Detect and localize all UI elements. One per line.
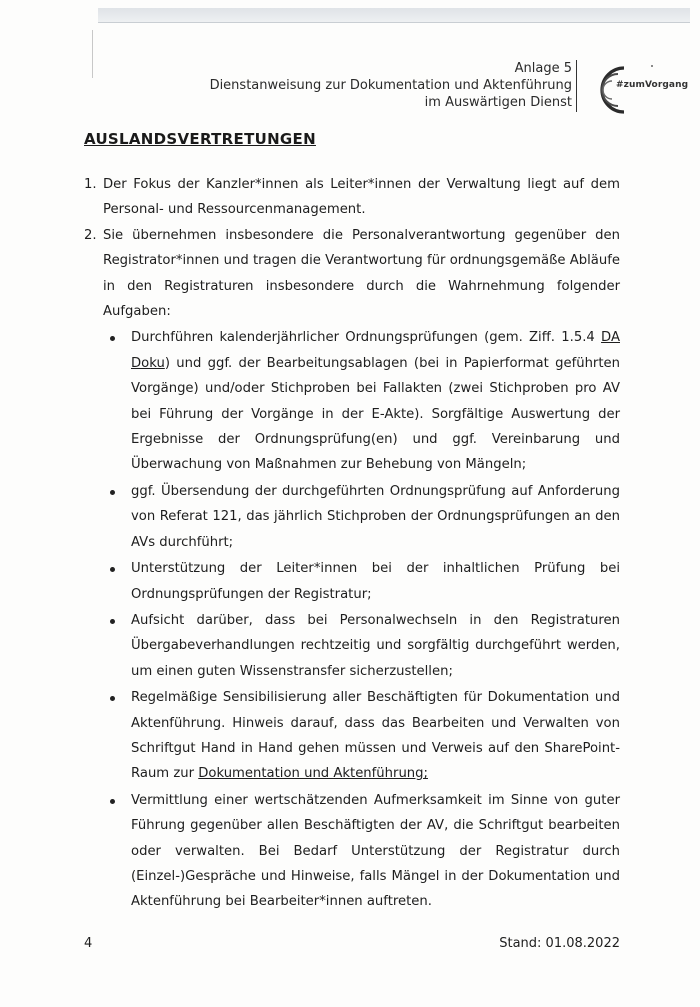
bullet-text: ) und ggf. der Bearbeitungsablagen (bei in Papierformat geführten Vorgänge) und/oder Stichproben bei Fallakten (zwei Stichproben pro AV bei Führung der Vorgänge in der E-Akte). Sorgfältige Auswertung der Ergebnisse der Ordnungsprüfung(en) und ggf. Vereinbarung und Überwachung von Maßnahmen zur Behebung von Mängeln; [131,355,620,473]
da-doku-link[interactable]: DA Doku [131,330,620,371]
logo-text: #zumVorgang [616,80,689,90]
header-title-line2: im Auswärtigen Dienst [424,95,572,110]
bullet-text: Vermittlung einer wertschätzenden Aufmerksamkeit im Sinne von guter Führung gegenüber allen Beschäftigten der AV, die Schriftgut bearbeiten oder verwalten. Bei Bedarf Unterstützung der Registratur durch (Einzel-)Gespräche und Hinweise, falls Mängel in der Dokumentation und Aktenführung bei Bearbeiter*innen auftreten. [131,792,620,910]
bullet-item [103,788,620,915]
document-header [210,60,572,111]
document-body [84,172,620,915]
bullet-item [103,685,620,787]
sharepoint-link[interactable]: Dokumentation und Aktenführung; [198,766,428,782]
footer-date: Stand: 01.08.2022 [499,936,620,951]
bullet-item [103,325,620,477]
scan-edge-mark [92,30,93,78]
header-title-line1: Dienstanweisung zur Dokumentation und Aktenführung [209,78,572,93]
scan-top-band [98,8,690,23]
bullet-text: ggf. Übersendung der durchgeführten Ordnungsprüfung auf Anforderung von Referat 121, das jährlich Stichproben der Ordnungsprüfungen an den AVs durchführt; [131,483,620,550]
item-number: 1. [84,177,97,192]
bullet-text: Aufsicht darüber, dass bei Personalwechseln in den Registraturen Übergabeverhandlungen rechtzeitig und sorgfältig durchgeführt werden, um einen guten Wissenstransfer sicherzustellen; [131,612,620,679]
page-title: AUSLANDSVERTRETUNGEN [84,130,316,148]
bullet-item [103,556,620,607]
item-text: Der Fokus der Kanzler*innen als Leiter*innen der Verwaltung liegt auf dem Personal- und Ressourcenmanagement. [103,177,620,218]
item-text: Sie übernehmen insbesondere die Personalverantwortung gegenüber den Registrator*innen und tragen die Verantwortung für ordnungsgemäße Abläufe in den Registraturen insbesondere durch die Wahrnehmung folgender Aufgaben: [103,227,620,320]
page-number: 4 [84,936,93,951]
header-divider [576,60,577,112]
numbered-list [84,172,620,915]
bullet-text: Regelmäßige Sensibilisierung aller Beschäftigten für Dokumentation und Aktenführung. Hinweis darauf, dass das Bearbeiten und Verwalten von Schriftgut Hand in Hand gehen müssen und Verweis auf den SharePoint-Raum zur [131,690,620,782]
bullet-item [103,479,620,555]
annex-label: Anlage 5 [514,61,572,76]
zumvorgang-logo-icon [588,60,688,120]
item-number: 2. [84,227,97,243]
bullet-text: Durchführen kalenderjährlicher Ordnungsprüfungen (gem. Ziff. 1.5.4 [131,330,602,346]
list-item-2 [84,223,620,915]
task-bullet-list [103,325,620,914]
bullet-item [103,608,620,684]
list-item-1 [84,172,620,223]
bullet-text: Unterstützung der Leiter*innen bei der inhaltlichen Prüfung bei Ordnungsprüfungen der Registratur; [131,561,620,602]
